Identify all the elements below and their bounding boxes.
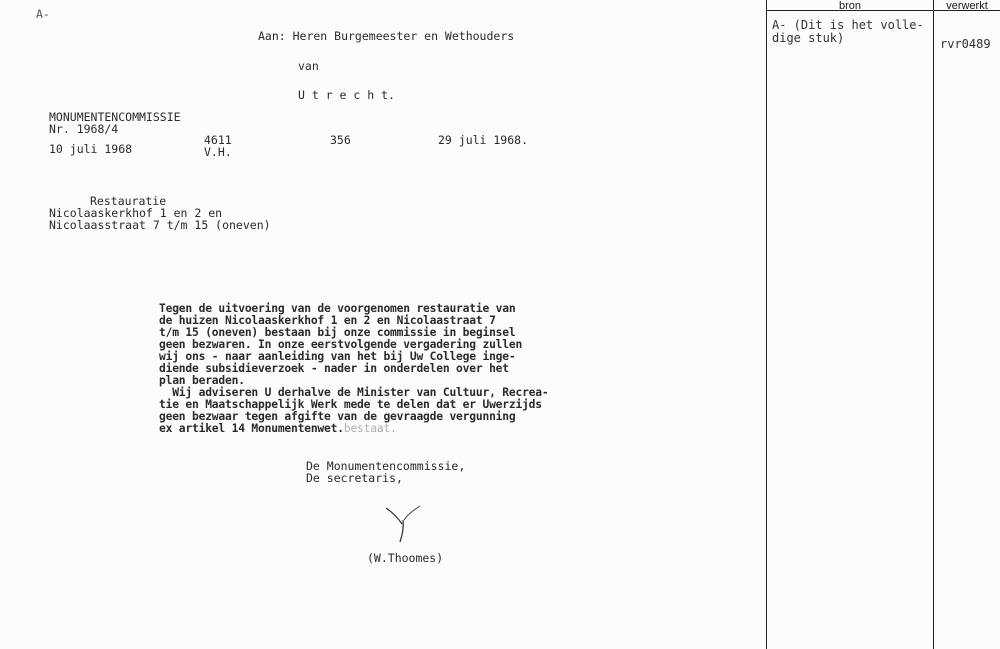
struck-word: bestaat.	[343, 422, 397, 435]
body-line: plan beraden.	[159, 374, 245, 387]
sender-date: 10 juli 1968	[49, 142, 133, 156]
column-header-bron: bron	[838, 0, 862, 12]
body-line: geen bezwaar tegen afgifte van de gevraagde vergunning	[159, 410, 516, 423]
body-last-text: ex artikel 14 Monumentenwet.	[159, 422, 344, 435]
body-line: Wij adviseren U derhalve de Minister van Cultuur, Recrea-	[159, 386, 549, 399]
sender-org: MONUMENTENCOMMISSIE	[49, 110, 181, 124]
signatory-name: (W.Thoomes)	[367, 551, 444, 565]
body-line: geen bezwaren. In onze eerstvolgende vergadering zullen	[159, 338, 523, 351]
body-line: t/m 15 (oneven) bestaan bij onze commissie in beginsel	[159, 326, 516, 339]
received-date: 29 juli 1968.	[438, 133, 529, 147]
verwerkt-entry: rvr0489	[940, 37, 991, 51]
body-line: tie en Maatschappelijk Werk mede te delen dat er Uwerzijds	[159, 398, 542, 411]
ref-number: 4611	[204, 133, 232, 147]
subject-line: Nicolaaskerkhof 1 en 2 en	[49, 206, 223, 220]
sender-nr: Nr. 1968/4	[49, 122, 119, 136]
ref-initials: V.H.	[204, 145, 232, 159]
subject-line: Nicolaasstraat 7 t/m 15 (oneven)	[49, 218, 271, 232]
closing-role: De secretaris,	[306, 471, 403, 485]
body-line: wij ons - naar aanleiding van het bij Uw College inge-	[159, 350, 516, 363]
bron-entry-line: A- (Dit is het volle-	[772, 18, 924, 32]
column-divider	[766, 0, 767, 649]
address-line: Aan: Heren Burgemeester en Wethouders	[258, 29, 515, 43]
address-van: van	[298, 59, 319, 73]
handwritten-signature	[380, 498, 440, 546]
ref-code: 356	[330, 133, 351, 147]
column-header-verwerkt: verwerkt	[946, 0, 988, 12]
body-line: de huizen Nicolaaskerkhof 1 en 2 en Nicolaastraat 7	[159, 314, 496, 327]
body-last-line	[159, 423, 397, 435]
page-mark: A-	[36, 7, 50, 21]
closing-org: De Monumentencommissie,	[306, 459, 466, 473]
subject-line: Restauratie	[90, 194, 167, 208]
address-city: U t r e c h t.	[298, 88, 395, 102]
body-line: Tegen de uitvoering van de voorgenomen restauratie van	[159, 302, 516, 315]
body-line: diende subsidieverzoek - nader in onderdelen over het	[159, 362, 509, 375]
bron-entry-line: dige stuk)	[772, 31, 845, 45]
column-divider	[933, 0, 934, 649]
